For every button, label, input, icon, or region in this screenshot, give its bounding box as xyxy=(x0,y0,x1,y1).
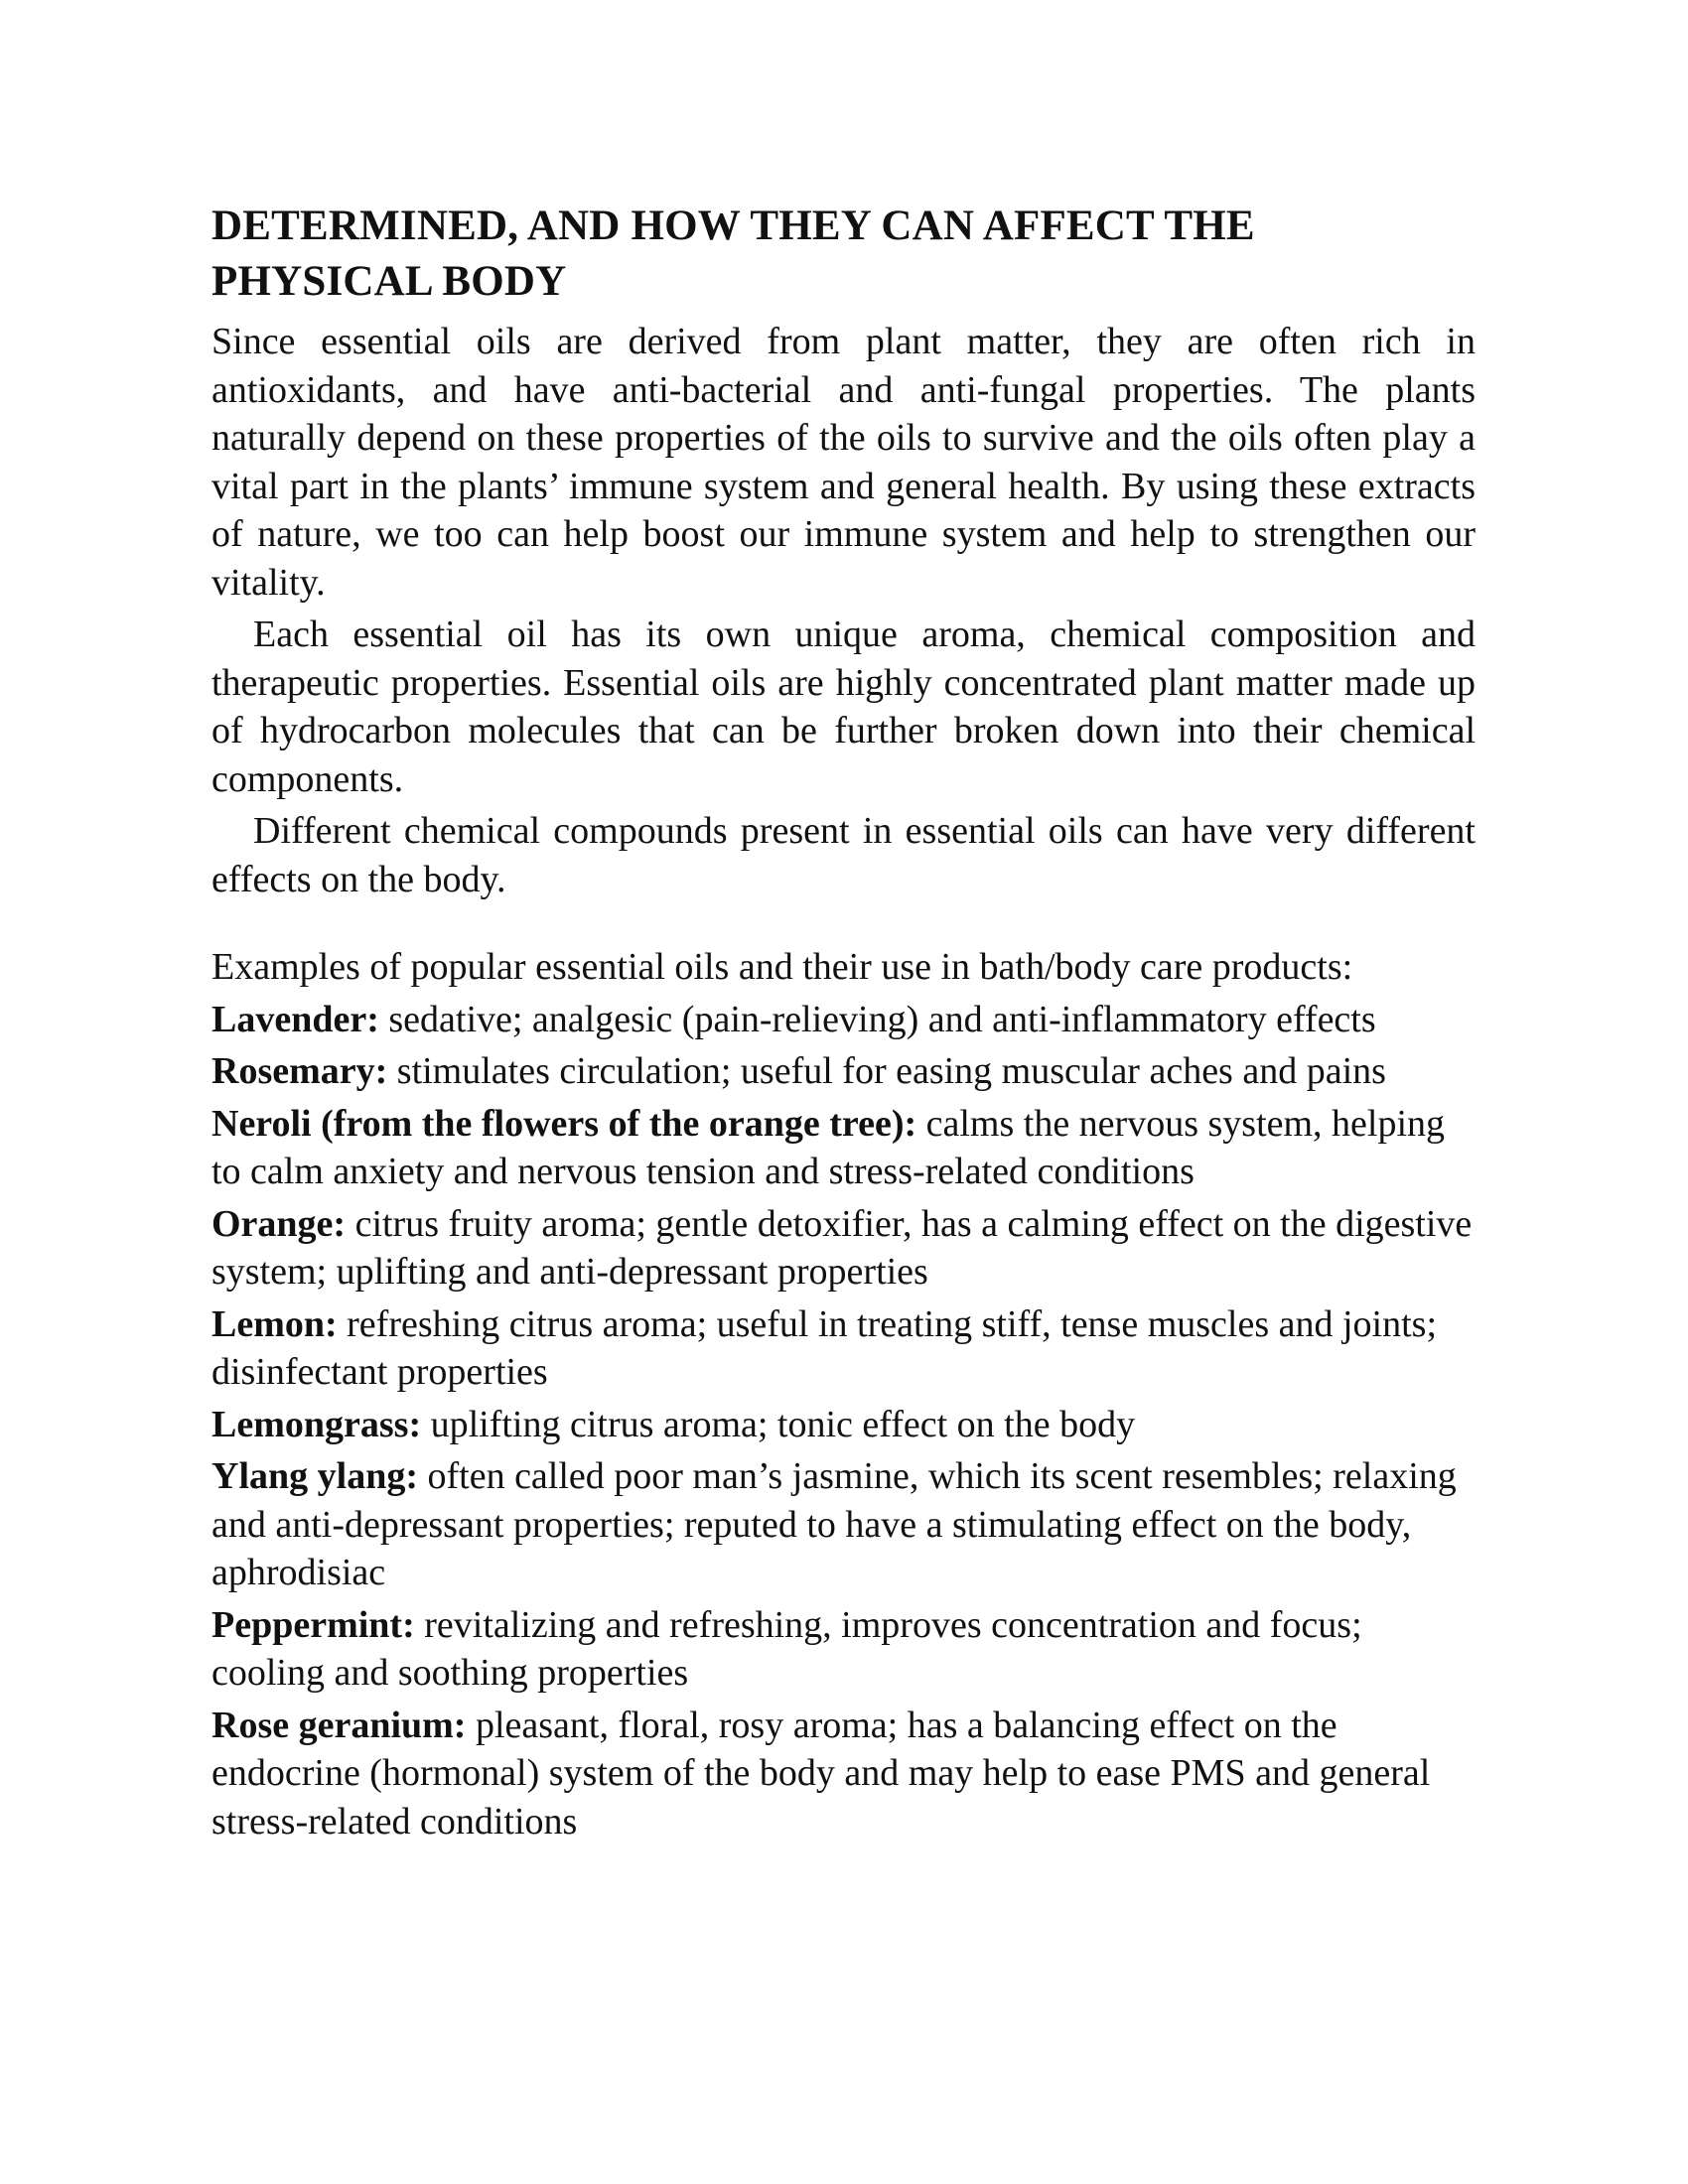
examples-intro: Examples of popular essential oils and their use in bath/body care products: xyxy=(211,946,1353,988)
oil-list xyxy=(211,996,1476,1846)
oil-description: uplifting citrus aroma; tonic effect on the body xyxy=(421,1403,1136,1445)
heading-line-2: PHYSICAL BODY xyxy=(211,258,567,305)
heading-line-1: DETERMINED, AND HOW THEY CAN AFFECT THE xyxy=(211,203,1255,249)
oil-item-peppermint xyxy=(211,1601,1476,1698)
oil-name: Rosemary: xyxy=(211,1050,388,1092)
document-page xyxy=(211,199,1476,1849)
oil-name: Lemongrass: xyxy=(211,1403,422,1445)
paragraph-compounds: Different chemical compounds present in essential oils can have very different effects on the body. xyxy=(211,810,1476,900)
oil-name: Neroli (from the flowers of the orange tree): xyxy=(211,1102,917,1145)
oil-name: Rose geranium: xyxy=(211,1704,467,1746)
oil-description: revitalizing and refreshing, improves concentration and focus; cooling and soothing properties xyxy=(211,1603,1362,1694)
oil-description: citrus fruity aroma; gentle detoxifier, has a calming effect on the digestive system; uplifting and anti-depressant properties xyxy=(211,1202,1473,1293)
oil-name: Orange: xyxy=(211,1202,347,1245)
oil-item-neroli xyxy=(211,1100,1476,1196)
oil-description: calms the nervous system, helping to calm anxiety and nervous tension and stress-related conditions xyxy=(211,1102,1446,1192)
section-heading xyxy=(211,199,1476,310)
oil-description: sedative; analgesic (pain-relieving) and anti-inflammatory effects xyxy=(378,998,1376,1040)
oil-item-rosemary xyxy=(211,1047,1476,1096)
oil-name: Lemon: xyxy=(211,1302,338,1345)
oil-item-orange xyxy=(211,1200,1476,1297)
oil-description: refreshing citrus aroma; useful in treating stiff, tense muscles and joints; disinfectant properties xyxy=(211,1302,1438,1393)
oil-item-rose-geranium xyxy=(211,1702,1476,1846)
oil-item-lavender xyxy=(211,996,1476,1044)
oil-description: pleasant, floral, rosy aroma; has a balancing effect on the endocrine (hormonal) system of the body and may help to ease PMS and general stress-related conditions xyxy=(211,1704,1431,1843)
oil-description: stimulates circulation; useful for easing muscular aches and pains xyxy=(387,1050,1386,1092)
oil-name: Peppermint: xyxy=(211,1603,415,1646)
oil-item-ylang-ylang xyxy=(211,1452,1476,1597)
paragraph-composition: Each essential oil has its own unique aroma, chemical composition and therapeutic properties. Essential oils are highly concentrated plant matter made up of hydrocarbon molecules that can be further broken down into their chemical components. xyxy=(211,614,1476,800)
oil-description: often called poor man’s jasmine, which its scent resembles; relaxing and anti-depressant properties; reputed to have a stimulating effect on the body, aphrodisiac xyxy=(211,1455,1457,1593)
oil-name: Lavender: xyxy=(211,998,379,1040)
paragraph-intro: Since essential oils are derived from plant matter, they are often rich in antioxidants, and have anti-bacterial and anti-fungal properties. The plants naturally depend on these properties of the oils to survive and the oils often play a vital part in the plants’ immune system and general health. By using these extracts of nature, we too can help boost our immune system and help to strengthen our vitality. xyxy=(211,321,1476,604)
oil-name: Ylang ylang: xyxy=(211,1455,418,1497)
oil-item-lemongrass xyxy=(211,1401,1476,1449)
oil-item-lemon xyxy=(211,1300,1476,1397)
